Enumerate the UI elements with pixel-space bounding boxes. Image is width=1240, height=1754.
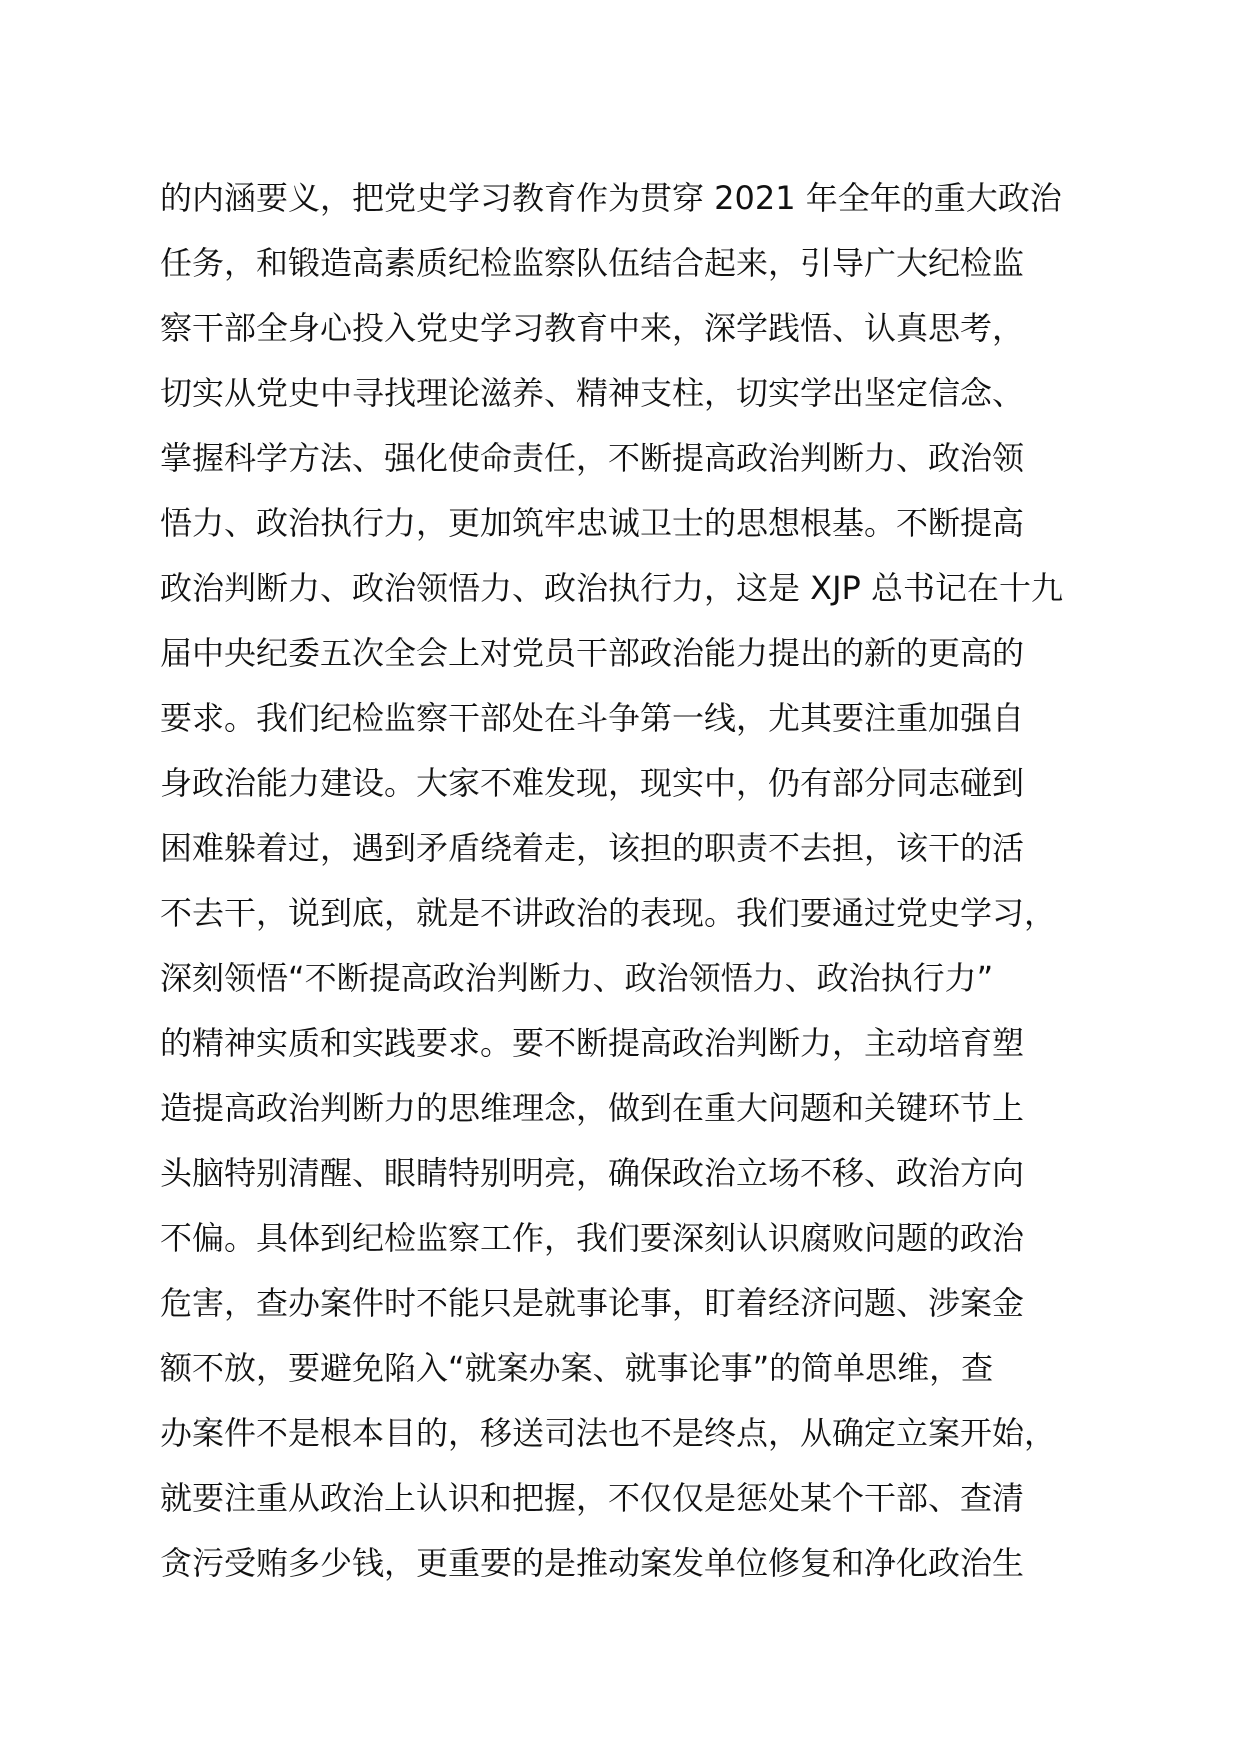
- text-line: 贪污受贿多少钱，更重要的是推动案发单位修复和净化政治生: [160, 1544, 1025, 1582]
- text-line: 就要注重从政治上认识和把握，不仅仅是惩处某个干部、查清: [160, 1479, 1025, 1517]
- text-line: 造提高政治判断力的思维理念，做到在重大问题和关键环节上: [160, 1089, 1025, 1127]
- text-line: 察干部全身心投入党史学习教育中来，深学践悟、认真思考，: [160, 309, 1025, 347]
- text-line: 届中央纪委五次全会上对党员干部政治能力提出的新的更高的: [160, 634, 1025, 672]
- text-line: 掌握科学方法、强化使命责任，不断提高政治判断力、政治领: [160, 439, 1025, 477]
- text-line: 额不放，要避免陷入“就案办案、就事论事”的简单思维，查: [160, 1349, 994, 1387]
- text-line: 切实从党史中寻找理论滋养、精神支柱，切实学出坚定信念、: [160, 374, 1025, 412]
- text-line: 深刻领悟“不断提高政治判断力、政治领悟力、政治执行力”: [160, 959, 994, 997]
- text-line: 的精神实质和实践要求。要不断提高政治判断力，主动培育塑: [160, 1024, 1025, 1062]
- text-line: 任务，和锻造高素质纪检监察队伍结合起来，引导广大纪检监: [160, 244, 1025, 282]
- text-line: 政治判断力、政治领悟力、政治执行力，这是 XJP 总书记在十九: [160, 569, 1064, 607]
- text-line: 不偏。具体到纪检监察工作，我们要深刻认识腐败问题的政治: [160, 1219, 1025, 1257]
- text-line: 悟力、政治执行力，更加筑牢忠诚卫士的思想根基。不断提高: [160, 504, 1025, 542]
- text-line: 头脑特别清醒、眼睛特别明亮，确保政治立场不移、政治方向: [160, 1154, 1025, 1192]
- body-paragraph: [160, 166, 1120, 1596]
- text-line: 的内涵要义，把党史学习教育作为贯穿 2021 年全年的重大政治: [160, 179, 1062, 217]
- text-line: 危害，查办案件时不能只是就事论事，盯着经济问题、涉案金: [160, 1284, 1025, 1322]
- text-line: 办案件不是根本目的，移送司法也不是终点，从确定立案开始，: [160, 1414, 1057, 1452]
- text-line: 不去干，说到底，就是不讲政治的表现。我们要通过党史学习，: [160, 894, 1057, 932]
- text-line: 身政治能力建设。大家不难发现，现实中，仍有部分同志碰到: [160, 764, 1025, 802]
- text-line: 困难躲着过，遇到矛盾绕着走，该担的职责不去担，该干的活: [160, 829, 1025, 867]
- text-line: 要求。我们纪检监察干部处在斗争第一线，尤其要注重加强自: [160, 699, 1025, 737]
